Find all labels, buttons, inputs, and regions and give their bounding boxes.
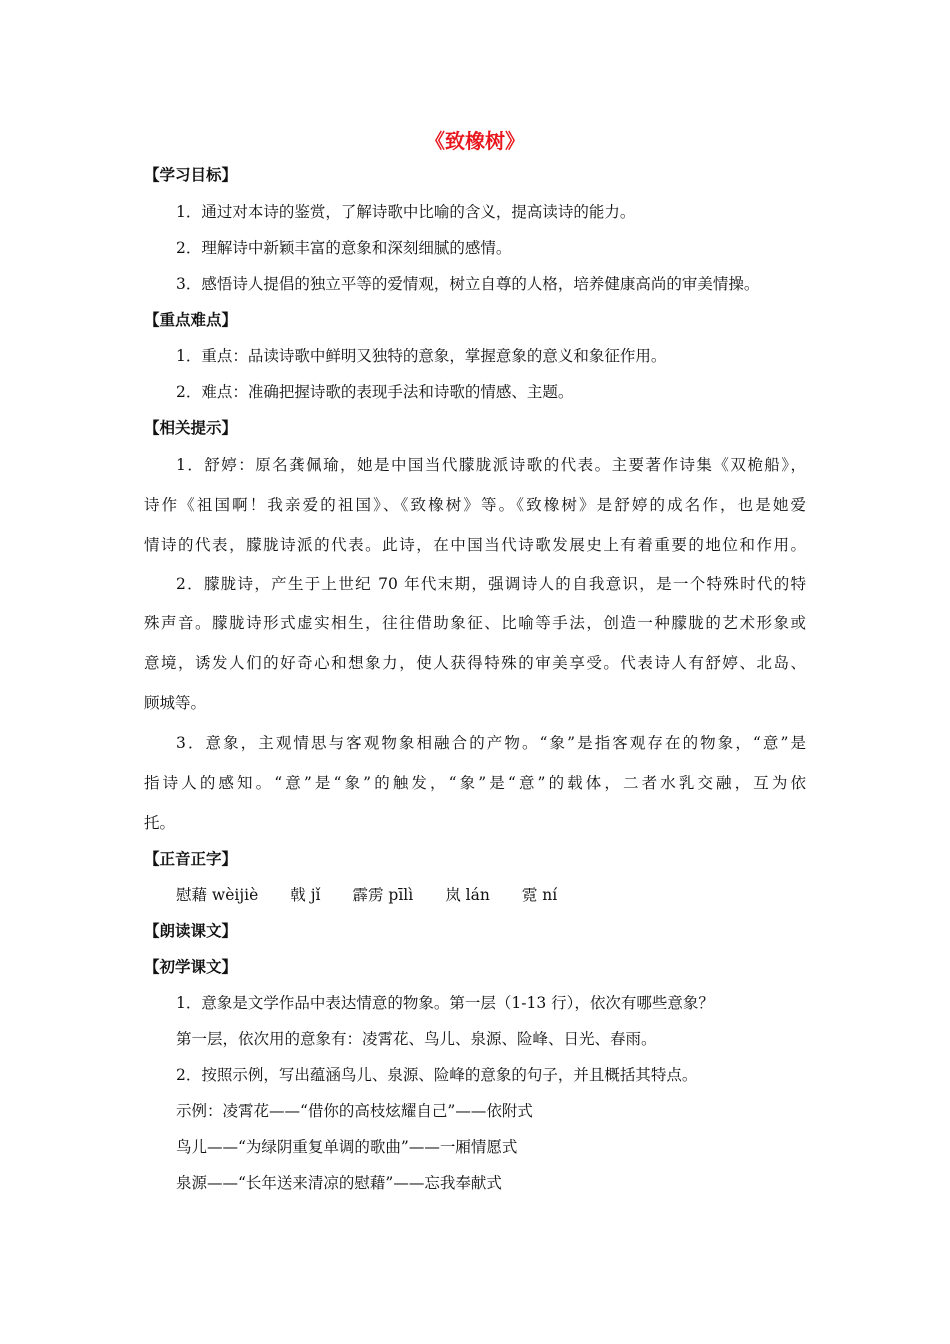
pronunciation-item: 戟 jǐ bbox=[290, 886, 321, 904]
tips-paragraph-line: 殊声音。朦胧诗形式虚实相生，往往借助象征、比喻等手法，创造一种朦胧的艺术形象或 bbox=[144, 614, 806, 632]
tips-paragraph-line: 1．舒婷：原名龚佩瑜，她是中国当代朦胧派诗歌的代表。主要著作诗集《双桅船》， bbox=[176, 456, 806, 474]
study-item: 1．意象是文学作品中表达情意的物象。第一层（1-13 行），依次有哪些意象？ bbox=[176, 994, 714, 1012]
tips-paragraph-line: 托。 bbox=[144, 814, 176, 832]
tips-paragraph-line: 情诗的代表，朦胧诗派的代表。此诗，在中国当代诗歌发展史上有着重要的地位和作用。 bbox=[144, 536, 806, 554]
section-heading-goals: 【学习目标】 bbox=[144, 166, 238, 184]
section-heading-tips: 【相关提示】 bbox=[144, 419, 238, 437]
goal-item: 2．理解诗中新颖丰富的意象和深刻细腻的感情。 bbox=[176, 239, 512, 257]
pronunciation-item: 岚 lán bbox=[445, 886, 490, 904]
pronunciation-item: 霓 ní bbox=[521, 886, 558, 904]
focus-item: 1．重点：品读诗歌中鲜明又独特的意象，掌握意象的意义和象征作用。 bbox=[176, 347, 667, 365]
pronunciation-item: 霹雳 pīlì bbox=[352, 886, 414, 904]
study-item: 第一层，依次用的意象有：凌霄花、鸟儿、泉源、险峰、日光、春雨。 bbox=[176, 1030, 657, 1048]
pronunciation-item: 慰藉 wèijiè bbox=[176, 886, 259, 904]
tips-paragraph-line: 意境，诱发人们的好奇心和想象力，使人获得特殊的审美享受。代表诗人有舒婷、北岛、 bbox=[144, 654, 806, 672]
study-item: 2．按照示例，写出蕴涵鸟儿、泉源、险峰的意象的句子，并且概括其特点。 bbox=[176, 1066, 698, 1084]
study-item: 鸟儿——“为绿阴重复单调的歌曲”——一厢情愿式 bbox=[176, 1138, 518, 1156]
tips-paragraph-line: 指诗人的感知。“意”是“象”的触发，“象”是“意”的载体，二者水乳交融，互为依 bbox=[144, 774, 806, 792]
study-item: 泉源——“长年送来清凉的慰藉”——忘我奉献式 bbox=[176, 1174, 502, 1192]
tips-paragraph-line: 顾城等。 bbox=[144, 694, 207, 712]
study-item: 示例：凌霄花——“借你的高枝炫耀自己”——依附式 bbox=[176, 1102, 533, 1120]
section-heading-pronunciation: 【正音正字】 bbox=[144, 850, 238, 868]
pronunciation-list bbox=[176, 883, 589, 905]
section-heading-focus: 【重点难点】 bbox=[144, 311, 238, 329]
tips-paragraph-line: 3．意象，主观情思与客观物象相融合的产物。“象”是指客观存在的物象，“意”是 bbox=[176, 734, 806, 752]
section-heading-study: 【初学课文】 bbox=[144, 958, 238, 976]
tips-paragraph-line: 诗作《祖国啊！我亲爱的祖国》、《致橡树》等。《致橡树》是舒婷的成名作，也是她爱 bbox=[144, 496, 806, 514]
goal-item: 3．感悟诗人提倡的独立平等的爱情观，树立自尊的人格，培养健康高尚的审美情操。 bbox=[176, 275, 760, 293]
document-title: 《致橡树》 bbox=[425, 129, 525, 153]
goal-item: 1．通过对本诗的鉴赏，了解诗歌中比喻的含义，提高读诗的能力。 bbox=[176, 203, 636, 221]
section-heading-reading: 【朗读课文】 bbox=[144, 922, 238, 940]
focus-item: 2．难点：准确把握诗歌的表现手法和诗歌的情感、主题。 bbox=[176, 383, 574, 401]
tips-paragraph-line: 2．朦胧诗，产生于上世纪 70 年代末期，强调诗人的自我意识，是一个特殊时代的特 bbox=[176, 575, 806, 593]
